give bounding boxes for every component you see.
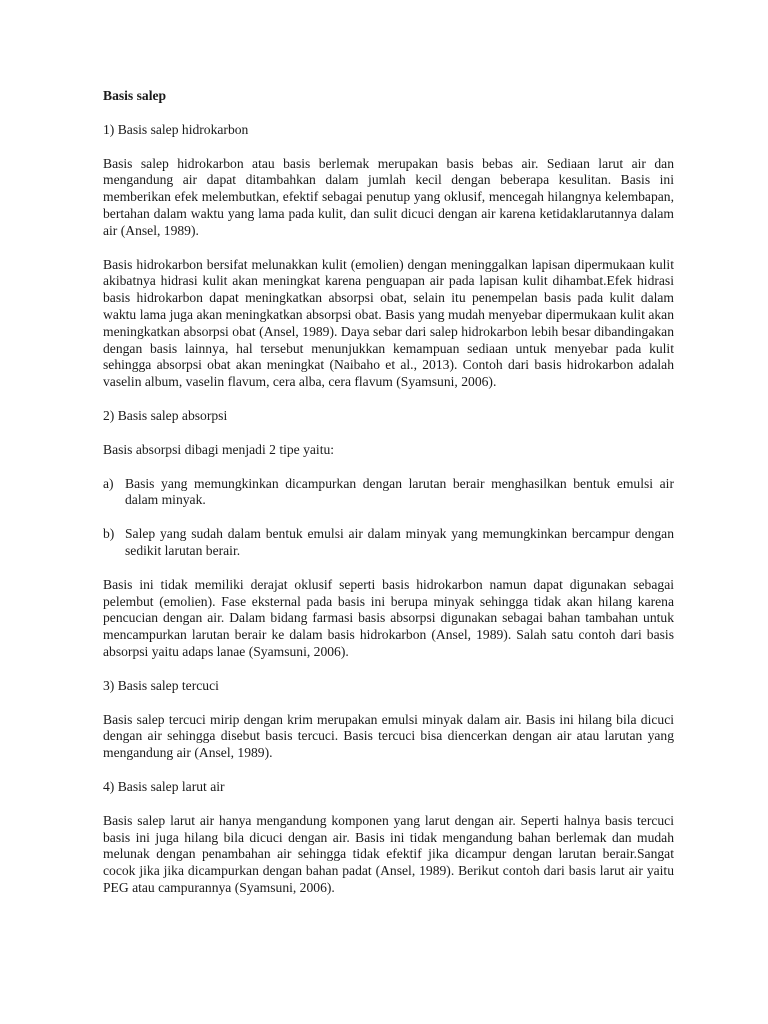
section-heading-larut-air: 4) Basis salep larut air xyxy=(103,778,225,794)
section-heading-tercuci: 3) Basis salep tercuci xyxy=(103,677,219,693)
list-marker: a) xyxy=(103,475,114,491)
document-page xyxy=(103,88,674,914)
paragraph: Basis salep hidrokarbon atau basis berlemak merupakan basis bebas air. Sediaan larut air dan mengandung air dapat ditambahkan dalam jumlah kecil dengan beberapa kesulitan. Basis ini memberikan efek melembutkan, efektif sebagai penutup yang oklusif, mencegah hilangnya kelembapan, bertahan dalam waktu yang lama pada kulit, dan sulit dicuci dengan air karena ketidaklarutannya dalam air (Ansel, 1989). xyxy=(103,155,674,238)
list-item-text: Salep yang sudah dalam bentuk emulsi air dalam minyak yang memungkinkan bercampur dengan sedikit larutan berair. xyxy=(125,526,674,558)
paragraph-intro: Basis absorpsi dibagi menjadi 2 tipe yaitu: xyxy=(103,441,335,457)
paragraph: Basis ini tidak memiliki derajat oklusif seperti basis hidrokarbon namun dapat digunakan sebagai pelembut (emolien). Fase eksternal pada basis ini berupa minyak sehingga tidak akan hilang karena pencucian dengan air. Dalam bidang farmasi basis absorpsi digunakan sebagai bahan tambahan untuk mencampurkan larutan berair ke dalam basis hidrokarbon (Ansel, 1989). Salah satu contoh dari basis absorpsi yaitu adaps lanae (Syamsuni, 2006). xyxy=(103,576,674,659)
section-heading-absorpsi: 2) Basis salep absorpsi xyxy=(103,407,228,423)
paragraph: Basis hidrokarbon bersifat melunakkan kulit (emolien) dengan meninggalkan lapisan dipermukaan kulit akibatnya hidrasi kulit akan meningkat karena penguapan air pada lapisan kulit dihambat.Efek hidrasi basis hidrokarbon dapat meningkatkan absorpsi obat, selain itu penempelan basis pada kulit dalam waktu lama juga akan meningkatkan absorpsi obat. Basis yang mudah menyebar dipermukaan kulit akan meningkatkan absorpsi obat (Ansel, 1989). Daya sebar dari salep hidrokarbon lebih besar dibandingakan dengan basis lainnya, hal tersebut menunjukkan kemampuan sediaan untuk menyebar pada kulit sehingga absorpsi obat akan meningkat (Naibaho et al., 2013). Contoh dari basis hidrokarbon adalah vaselin album, vaselin flavum, cera alba, cera flavum (Syamsuni, 2006). xyxy=(103,256,674,390)
section-heading-hidrokarbon: 1) Basis salep hidrokarbon xyxy=(103,121,249,137)
paragraph: Basis salep tercuci mirip dengan krim merupakan emulsi minyak dalam air. Basis ini hilang bila dicuci dengan air sehingga disebut basis tercuci. Basis tercuci bisa diencerkan dengan air atau larutan yang mengandung air (Ansel, 1989). xyxy=(103,711,674,761)
list-marker: b) xyxy=(103,526,115,542)
list-item xyxy=(103,476,674,510)
list-item-text: Basis yang memungkinkan dicampurkan dengan larutan berair menghasilkan bentuk emulsi air dalam minyak. xyxy=(125,475,674,508)
document-title: Basis salep xyxy=(103,88,167,103)
paragraph: Basis salep larut air hanya mengandung komponen yang larut dengan air. Seperti halnya basis tercuci basis ini juga hilang bila dicuci dengan air. Basis ini tidak mengandung bahan berlemak dan mudah melunak dengan penambahan air sehingga tidak efektif jika dicampur dengan larutan berair.Sangat cocok jika jika dicampurkan dengan bahan padat (Ansel, 1989). Berikut contoh dari basis larut air yaitu PEG atau campurannya (Syamsuni, 2006). xyxy=(103,812,674,895)
list-item xyxy=(103,526,674,560)
